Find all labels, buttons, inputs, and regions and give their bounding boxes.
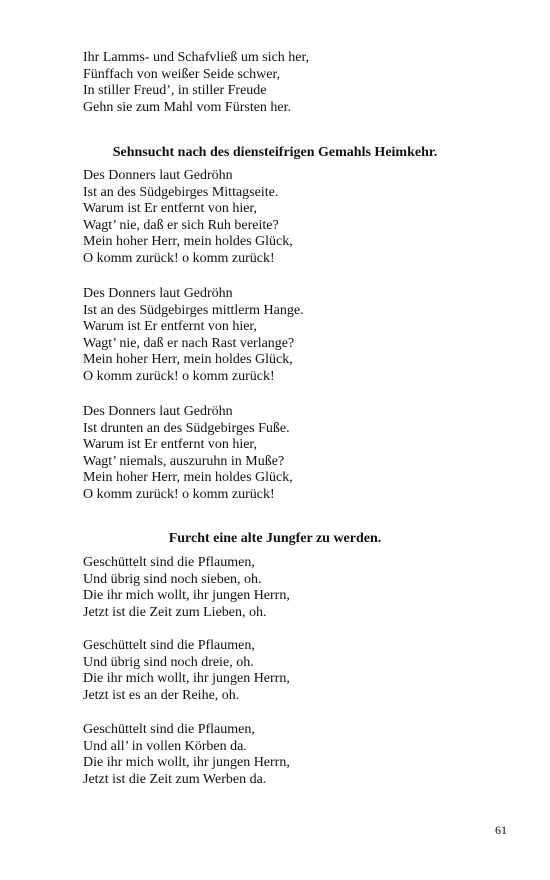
verse-line: Und all’ in vollen Körben da. — [83, 738, 247, 754]
verse-line: Wagt’ niemals, auszuruhn in Muße? — [83, 453, 285, 469]
verse-line: Mein hoher Herr, mein holdes Glück, — [83, 234, 293, 250]
verse-line: Wagt’ nie, daß er nach Rast verlange? — [83, 335, 295, 351]
verse-line: Wagt’ nie, daß er sich Ruh bereite? — [83, 217, 279, 233]
verse-line: Jetzt ist die Zeit zum Lieben, oh. — [83, 604, 267, 620]
verse-line: Und übrig sind noch sieben, oh. — [83, 571, 262, 587]
verse-line: Die ihr mich wollt, ihr jungen Herrn, — [83, 755, 290, 771]
poem-title: Furcht eine alte Jungfer zu werden. — [168, 531, 382, 546]
verse-line: O komm zurück! o komm zurück! — [83, 486, 275, 502]
verse-line: Ihr Lamms- und Schafvließ um sich her, — [83, 50, 310, 65]
verse-line: O komm zurück! o komm zurück! — [83, 250, 275, 266]
verse-line: Ist drunten an des Südgebirges Fuße. — [83, 420, 290, 436]
stanza — [83, 404, 503, 504]
verse-line: Geschüttelt sind die Pflaumen, — [83, 722, 255, 737]
verse-line: Des Donners laut Gedröhn — [83, 404, 233, 419]
verse-line: Geschüttelt sind die Pflaumen, — [83, 555, 255, 570]
verse-line: Des Donners laut Gedröhn — [83, 168, 233, 183]
verse-line: Und übrig sind noch dreie, oh. — [83, 654, 254, 670]
stanza — [83, 168, 503, 268]
stanza — [83, 638, 503, 704]
verse-line: Gehn sie zum Mahl vom Fürsten her. — [83, 99, 292, 115]
verse-line: O komm zurück! o komm zurück! — [83, 368, 275, 384]
stanza — [83, 555, 503, 621]
verse-line: Warum ist Er entfernt von hier, — [83, 319, 258, 335]
verse-line: In stiller Freud’, in stiller Freude — [83, 83, 267, 99]
verse-line: Jetzt ist die Zeit zum Werben da. — [83, 771, 267, 787]
verse-line: Mein hoher Herr, mein holdes Glück, — [83, 470, 293, 486]
page-number: 61 — [495, 823, 507, 837]
intro-stanza — [83, 50, 503, 116]
verse-line: Warum ist Er entfernt von hier, — [83, 437, 258, 453]
verse-line: Ist an des Südgebirges mittlerm Hange. — [83, 302, 304, 318]
verse-line: Die ihr mich wollt, ihr jungen Herrn, — [83, 671, 290, 687]
verse-line: Fünffach von weißer Seide schwer, — [83, 66, 281, 82]
verse-line: Warum ist Er entfernt von hier, — [83, 201, 258, 217]
stanza — [83, 286, 503, 386]
verse-line: Ist an des Südgebirges Mittagseite. — [83, 184, 279, 200]
verse-line: Mein hoher Herr, mein holdes Glück, — [83, 352, 293, 368]
verse-line: Des Donners laut Gedröhn — [83, 286, 233, 301]
verse-line: Jetzt ist es an der Reihe, oh. — [83, 687, 240, 703]
stanza — [83, 722, 503, 788]
poem-title: Sehnsucht nach des diensteifrigen Gemahls Heimkehr. — [112, 145, 438, 160]
verse-line: Die ihr mich wollt, ihr jungen Herrn, — [83, 588, 290, 604]
verse-line: Geschüttelt sind die Pflaumen, — [83, 638, 255, 653]
